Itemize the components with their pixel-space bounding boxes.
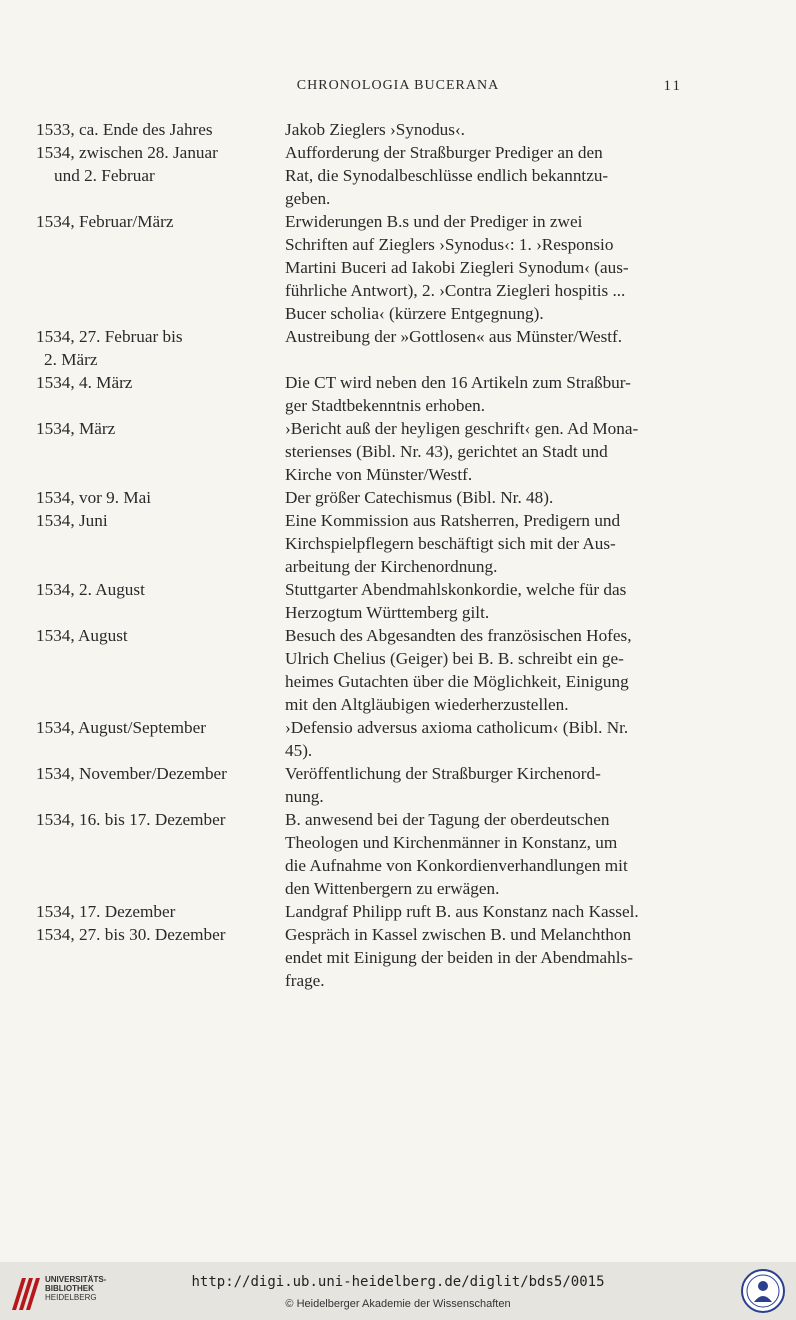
chronology-entry: [36, 325, 686, 371]
entry-text-line: führliche Antwort), 2. ›Contra Ziegleri hospitis ...: [285, 281, 626, 300]
entry-date: [36, 325, 285, 371]
entry-text-line: Martini Buceri ad Iakobi Ziegleri Synodum‹ (aus-: [285, 258, 629, 277]
entry-date: [36, 371, 285, 417]
running-head: [0, 78, 796, 98]
entry-text-line: Schriften auf Zieglers ›Synodus‹: 1. ›Responsio: [285, 235, 614, 254]
entry-date-line: 1534, Februar/März: [36, 212, 174, 231]
chronology-entry: [36, 118, 686, 141]
entry-text-line: Besuch des Abgesandten des französischen Hofes,: [285, 626, 632, 645]
entry-text: [285, 716, 683, 762]
entry-date-line: 1534, 4. März: [36, 373, 133, 392]
library-name-line-2: BIBLIOTHEK: [45, 1284, 94, 1293]
entry-text-line: Jakob Zieglers ›Synodus‹.: [285, 120, 465, 139]
entry-text-line: B. anwesend bei der Tagung der oberdeutschen: [285, 810, 610, 829]
entry-date-line: 1534, 2. August: [36, 580, 145, 599]
entry-text: [285, 624, 683, 716]
entry-text-line: die Aufnahme von Konkordienverhandlungen mit: [285, 856, 628, 875]
entry-text: [285, 486, 683, 509]
entry-date-line: 1534, Juni: [36, 511, 108, 530]
entry-date: [36, 808, 285, 900]
entry-date: [36, 923, 285, 992]
entry-date: [36, 486, 285, 509]
entry-date: [36, 141, 285, 210]
entry-text: [285, 509, 683, 578]
entry-text-line: Die CT wird neben den 16 Artikeln zum Straßbur-: [285, 373, 631, 392]
chronology-entry: [36, 210, 686, 325]
chronology-entry: [36, 762, 686, 808]
entry-text-line: Theologen und Kirchenmänner in Konstanz, um: [285, 833, 618, 852]
entry-text-line: Austreibung der »Gottlosen« aus Münster/Westf.: [285, 327, 623, 346]
entry-date-line: 1534, 27. Februar bis: [36, 327, 183, 346]
entry-date: [36, 762, 285, 808]
entry-date: [36, 716, 285, 762]
entry-date-line: 1534, 16. bis 17. Dezember: [36, 810, 226, 829]
entry-date-line: 2. März: [44, 350, 98, 369]
entry-text-line: ›Bericht auß der heyligen geschrift‹ gen. Ad Mona-: [285, 419, 639, 438]
entry-date: [36, 509, 285, 578]
entry-text-line: Landgraf Philipp ruft B. aus Konstanz nach Kassel.: [285, 902, 639, 921]
chronology-entry: [36, 808, 686, 900]
chronology-entry: [36, 923, 686, 992]
entry-date: [36, 417, 285, 486]
entry-date-line: 1534, 27. bis 30. Dezember: [36, 925, 226, 944]
library-name-line-3: HEIDELBERG: [45, 1293, 97, 1302]
entry-text: [285, 118, 683, 141]
entry-text-line: 45).: [285, 741, 313, 760]
entry-text-line: sterienses (Bibl. Nr. 43), gerichtet an Stadt und: [285, 442, 608, 461]
entry-text-line: ›Defensio adversus axioma catholicum‹ (Bibl. Nr.: [285, 718, 629, 737]
chronology-list: [36, 118, 686, 992]
entry-text: [285, 210, 683, 325]
entry-text: [285, 923, 683, 992]
page-number: 11: [663, 78, 682, 94]
entry-date-line: 1534, zwischen 28. Januar: [36, 143, 218, 162]
entry-text-line: Kirche von Münster/Westf.: [285, 465, 473, 484]
chronology-entry: [36, 509, 686, 578]
entry-text-line: geben.: [285, 189, 331, 208]
entry-text: [285, 141, 683, 210]
entry-text-line: arbeitung der Kirchenordnung.: [285, 557, 498, 576]
chronology-entry: [36, 417, 686, 486]
entry-date-line: 1534, November/Dezember: [36, 764, 227, 783]
entry-text-line: Kirchspielpflegern beschäftigt sich mit der Aus-: [285, 534, 616, 553]
entry-date: [36, 624, 285, 716]
academy-seal-icon: [740, 1268, 786, 1314]
chronology-entry: [36, 578, 686, 624]
library-name-line-1: UNIVERSITÄTS-: [45, 1275, 107, 1284]
entry-text: [285, 808, 683, 900]
entry-text: [285, 762, 683, 808]
entry-text-line: Erwiderungen B.s und der Prediger in zwei: [285, 212, 583, 231]
entry-date: [36, 900, 285, 923]
entry-date-line: 1534, 17. Dezember: [36, 902, 176, 921]
chronology-entry: [36, 371, 686, 417]
entry-text: [285, 371, 683, 417]
running-title: CHRONOLOGIA BUCERANA: [296, 78, 500, 93]
entry-text-line: Bucer scholia‹ (kürzere Entgegnung).: [285, 304, 544, 323]
entry-text-line: den Wittenbergern zu erwägen.: [285, 879, 500, 898]
entry-text-line: mit den Altgläubigen wiederherzustellen.: [285, 695, 569, 714]
chronology-entry: [36, 141, 686, 210]
entry-text-line: Herzogtum Württemberg gilt.: [285, 603, 490, 622]
entry-text-line: Aufforderung der Straßburger Prediger an den: [285, 143, 603, 162]
chronology-entry: [36, 900, 686, 923]
entry-text-line: Stuttgarter Abendmahlskonkordie, welche für das: [285, 580, 627, 599]
entry-text-line: Ulrich Chelius (Geiger) bei B. B. schreibt ein ge-: [285, 649, 624, 668]
entry-text: [285, 417, 683, 486]
entry-text-line: Veröffentlichung der Straßburger Kirchenord-: [285, 764, 601, 783]
permalink-url[interactable]: http://digi.ub.uni-heidelberg.de/diglit/bds5/0015: [191, 1274, 605, 1290]
entry-date: [36, 578, 285, 624]
entry-text-line: nung.: [285, 787, 324, 806]
entry-date-line: 1533, ca. Ende des Jahres: [36, 120, 213, 139]
entry-text: [285, 578, 683, 624]
entry-text-line: [285, 348, 683, 371]
entry-date-line: 1534, August/September: [36, 718, 206, 737]
entry-text: [285, 900, 683, 923]
chronology-entry: [36, 716, 686, 762]
entry-date-line: 1534, August: [36, 626, 128, 645]
entry-text-line: heimes Gutachten über die Möglichkeit, Einigung: [285, 672, 629, 691]
chronology-entry: [36, 486, 686, 509]
entry-text: [285, 325, 683, 371]
chronology-entry: [36, 624, 686, 716]
entry-date-line: 1534, März: [36, 419, 116, 438]
entry-text-line: ger Stadtbekenntnis erhoben.: [285, 396, 485, 415]
copyright-notice: © Heidelberger Akademie der Wissenschaften: [285, 1298, 511, 1310]
entry-text-line: Rat, die Synodalbeschlüsse endlich bekanntzu-: [285, 166, 609, 185]
footer-bar: [0, 1262, 796, 1320]
entry-date: [36, 118, 285, 141]
entry-text-line: Der größer Catechismus (Bibl. Nr. 48).: [285, 488, 554, 507]
entry-text-line: Gespräch in Kassel zwischen B. und Melanchthon: [285, 925, 632, 944]
entry-text-line: endet mit Einigung der beiden in der Abendmahls-: [285, 948, 633, 967]
entry-date-line: 1534, vor 9. Mai: [36, 488, 152, 507]
entry-date-line: und 2. Februar: [54, 166, 155, 185]
entry-text-line: Eine Kommission aus Ratsherren, Predigern und: [285, 511, 621, 530]
entry-date: [36, 210, 285, 325]
entry-text-line: frage.: [285, 971, 325, 990]
